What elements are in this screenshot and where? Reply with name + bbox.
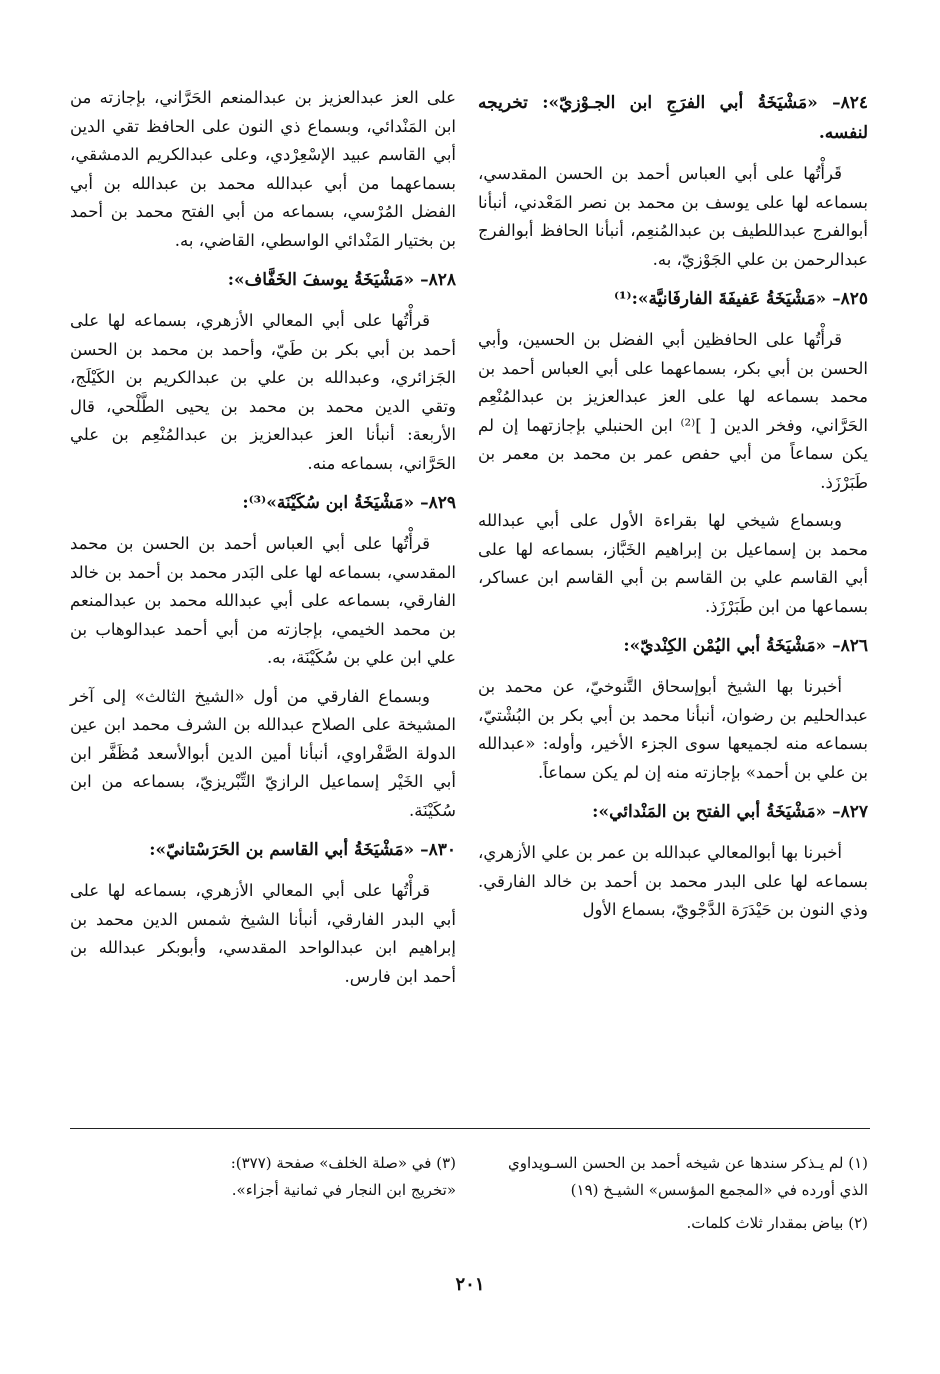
entry-830-title: ٨٣٠– «مَشْيَخَةُ أبي القاسم بن الحَرَسْتانيّ»: (149, 840, 456, 860)
footnotes-left (230, 1150, 456, 1210)
entry-825-text: قرأْتُها على الحافظين أبي الفضل بن الحسين، وأبي الحسن بن أبي بكر، بسماعهما على أبي العباس أحمد بن محمد بسماعه لها على العز عبدالعزيز بن عبدالمُنْعِم الحَرَّاني، وفخر الدين [ ]⁽²⁾ ابن الحنبلي بإجازتهما إن لم يكن سماعاً من أبي حفص عمر بن محمد بن معمر بن طَبَرْزَذ. (478, 330, 868, 492)
entry-827-continuation: على العز عبدالعزيز بن عبدالمنعم الحَرَّاني، بإجازته من ابن المَنْدائي، وبسماع ذي النون على الحافظ تقي الدين أبي القاسم عبيد الإسْعِرْدي، وعلى عبدالكريم الدمشقي، بسماعهما من أبي عبدالله محمد بن عبدالله بن أبي الفضل المُرْسي، بسماعه من أبي الفتح محمد بن أحمد بن بختيار المَنْدائي الواسطي، القاضي، به. (70, 88, 456, 250)
entry-828-text: قرأْتُها على أبي المعالي الأزهري، بسماعه لها على أحمد بن أبي بكر بن طَيّ، وأحمد بن محمد بن الحسن الجَزائري، وعبدالله بن علي بن عبدالكريم بن الكَيْلَج، وتقي الدين محمد بن محمد بن يحيى الطَّلْحي، قال الأربعة: أنبأنا العز عبدالعزيز بن عبدالمُنْعِم بن علي الحَرَّاني، بسماعه منه. (70, 311, 456, 473)
entry-827-title: ٨٢٧– «مَشْيَخَةُ أبي الفتح بن المَنْدائي»: (592, 802, 868, 822)
entry-826-title: ٨٢٦– «مَشْيَخَةُ أبي اليُمْن الكِنْديّ»: (623, 636, 868, 656)
footnote-3: (٣) في «صلة الخلف» صفحة (٣٧٧): «تخريج ابن النجار في ثمانية أجزاء». (230, 1154, 456, 1199)
page-number: ٢٠١ (455, 1274, 485, 1295)
entry-829-text-2: وبسماع الفارقي من أول «الشيخ الثالث» إلى آخر المشيخة على الصلاح عبدالله بن الشرف محمد ابن عين الدولة الصَّفْراوي، أنبأنا أمين الدين أبوالأسعد مُظَفَّر ابن أبي الخَيْر إسماعيل الرازيّ التِّبْريزيّ، بسماعه من ابن سُكَيْنَة. (70, 686, 456, 820)
entry-825-text-2: وبسماع شيخي لها بقراءة الأول على أبي عبدالله محمد بن إسماعيل بن إبراهيم الخَبَّاز، بسماعه لها على أبي القاسم علي بن القاسم بن أبي القاسم ابن عساكر، بسماعها من ابن طَبَرْزَذ. (478, 511, 868, 616)
entry-830-text: قرأْتُها على أبي المعالي الأزهري، بسماعه لها على أبي البدر الفارقي، أنبأنا الشيخ شمس الدين محمد بن إبراهيم ابن عبدالواحد المقدسي، وأبوبكر عبدالله بن أحمد ابن فارس. (70, 881, 456, 986)
entry-827-text: أخبرنا بها أبوالمعالي عبدالله بن عمر بن علي الأزهري، بسماعه لها على البدر محمد بن أحمد بن خالد الفارقي. وذي النون بن حَيْدَرَة الدَّجْويّ، بسماع الأول (478, 843, 868, 919)
right-column (478, 84, 868, 935)
left-column (70, 84, 456, 1001)
entry-824-title: ٨٢٤– «مَشْيَخَةُ أبي الفرَجِ ابن الجـوْزيّ»: تخريجه لنفسه. (478, 93, 868, 143)
entry-829-text: قرأْتُها على أبي العباس أحمد بن الحسن بن محمد المقدسي، بسماعه لها على البَدر محمد بن أحمد بن خالد الفارقي، بسماعه على أبي عبدالله محمد بن عبدالمنعم بن محمد الخيمي، بإجازته من أبي أحمد عبدالوهاب بن علي ابن علي بن سُكَيْنَة، به. (70, 534, 456, 667)
entry-824-text: قَرأْتُها على أبي العباس أحمد بن الحسن المقدسي، بسماعه لها على يوسف بن محمد بن نصر المَعْدني، أنبأنا أبوالفرج عبداللطيف بن عبدالمُنعِم، أنبأنا الحافظ أبوالفرج عبدالرحمن بن علي الجَوْزيّ، به. (478, 164, 868, 269)
entry-829-title: ٨٢٩– «مَشْيَخَةُ ابن سُكَيْنَة»⁽³⁾: (242, 493, 456, 513)
entry-828-title: ٨٢٨– «مَشْيَخَةُ يوسفَ الخَفَّاف»: (227, 270, 456, 290)
footnotes-right (478, 1150, 868, 1243)
footnote-divider (70, 1128, 870, 1129)
entry-826-text: أخبرنا بها الشيخ أبوإسحاق التَّنوخيّ، عن محمد بن عبدالحليم بن رضوان، أنبأنا محمد بن أبي بكر بن البُشْتيّ، بسماعه منه لجميعها سوى الجزء الأخير، وأوله: «عبدالله بن علي بن أحمد» بإجازته منه إن لم يكن سماعاً. (478, 677, 868, 782)
entry-825-title: ٨٢٥– «مَشْيَخَةُ عَفيفَةَ الفارفَانيَّة»:⁽¹⁾ (613, 289, 868, 309)
footnote-1: (١) لم يـذكر سندها عن شيخه أحمد بن الحسن السـويداوي الذي أورده في «المجمع المؤسس» الشيـخ (١٩) (508, 1154, 868, 1199)
footnote-2: (٢) بياض بمقدار ثلاث كلمات. (686, 1214, 868, 1232)
